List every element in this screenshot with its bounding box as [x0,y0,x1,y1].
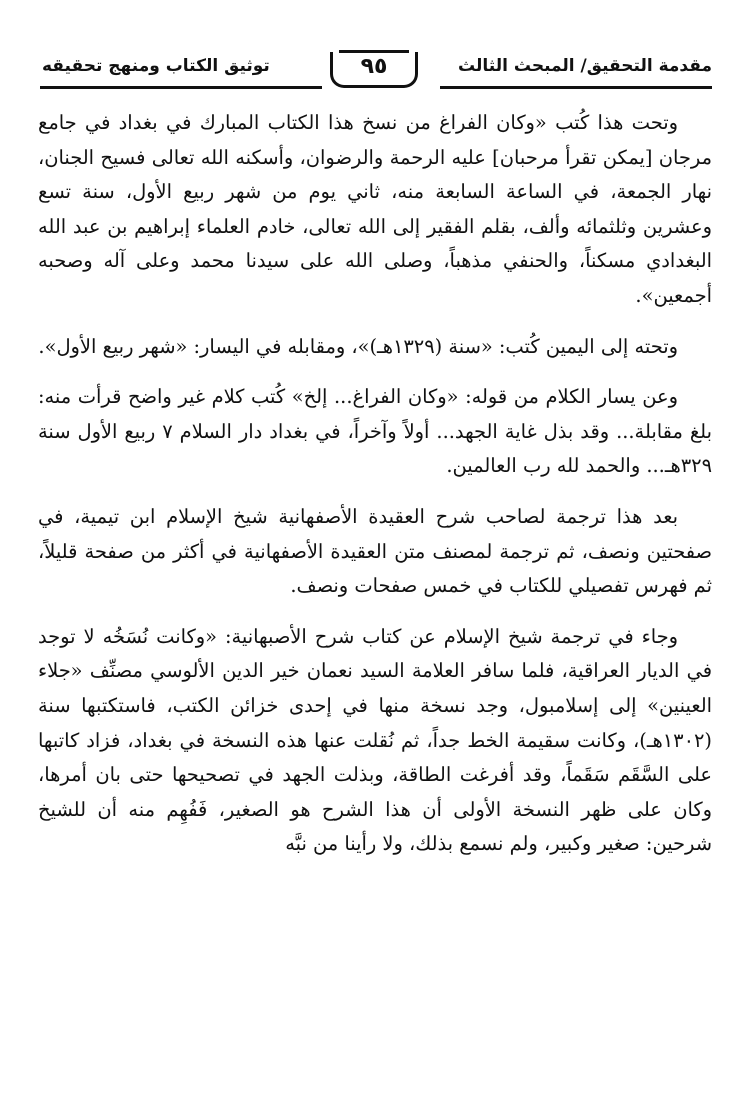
header-rule-right [440,86,712,89]
section-title: توثيق الكتاب ومنهج تحقيقه [42,56,270,76]
paragraph-biographies: بعد هذا ترجمة لصاحب شرح العقيدة الأصفهانية شيخ الإسلام ابن تيمية، في صفحتين ونصف، ثم ترجمة لمصنف متن العقيدة الأصفهانية في أكثر من صفحة قليلاً، ثم فهرس تفصيلي للكتاب في خمس صفحات ونصف. [38,504,712,598]
paragraph-colophon: وتحت هذا كُتب «وكان الفراغ من نسخ هذا الكتاب المبارك في بغداد في جامع مرجان [يمكن تقرأ مرحبان] عليه الرحمة والرضوان، وأسكنه الله تعالى فسيح الجنان، نهار الجمعة، في الساعة السابعة منه، ثاني يوم من شهر ربيع الأول، سنة تسع وعشرين وثلثمائه وألف، بقلم الفقير إلى الله تعالى، خادم العلماء إبراهيم بن عبد الله البغدادي مسكناً، والحنفي مذهباً، وصلى الله على سيدنا محمد وعلى آله وصحبه أجمعين». [38,111,712,307]
header-rule-left [40,86,322,89]
paragraph-copy-history: وجاء في ترجمة شيخ الإسلام عن كتاب شرح الأصبهانية: «وكانت نُسَخُه لا توجد في الديار العراقية، فلما سافر العلامة السيد نعمان خير الدين الألوسي مصنِّف «جلاء العينين» إلى إسلامبول، وجد نسخة منها في إحدى خزائن الكتب، فاستكتبها سنة (١٣٠٢هـ)، وكانت سقيمة الخط جداً، ثم نُقلت عنها هذه النسخة في بغداد، فزاد كاتبها على السَّقَم سَقَماً، وقد أفرغت الطاقة، وبذلت الجهد في تصحيحها حتى بان أمرها، وكان على ظهر النسخة الأولى أن هذا الشرح هو الصغير، فَفُهِم منه أن للشيخ شرحين: صغير وكبير، ولم نسمع بذلك، ولا رأينا من نبَّه [38,624,712,856]
paragraph-left-note: وعن يسار الكلام من قوله: «وكان الفراغ... إلخ» كُتب كلام غير واضح قرأت منه: بلغ مقابلة... وقد بذل غاية الجهد... أولاً وآخراً، في بغداد دار السلام ٧ ربيع الأول سنة ٣٢٩هـ... والحمد لله رب العالمين. [38,385,712,478]
page-header [40,50,712,98]
page-number: ٩٥ [360,54,388,79]
chapter-title: مقدمة التحقيق/ المبحث الثالث [458,56,712,76]
page-number-box [330,52,418,88]
page-body [38,106,712,878]
paragraph-margin-notes: وتحته إلى اليمين كُتب: «سنة (١٣٢٩هـ)»، ومقابله في اليسار: «شهر ربيع الأول». [38,334,678,358]
